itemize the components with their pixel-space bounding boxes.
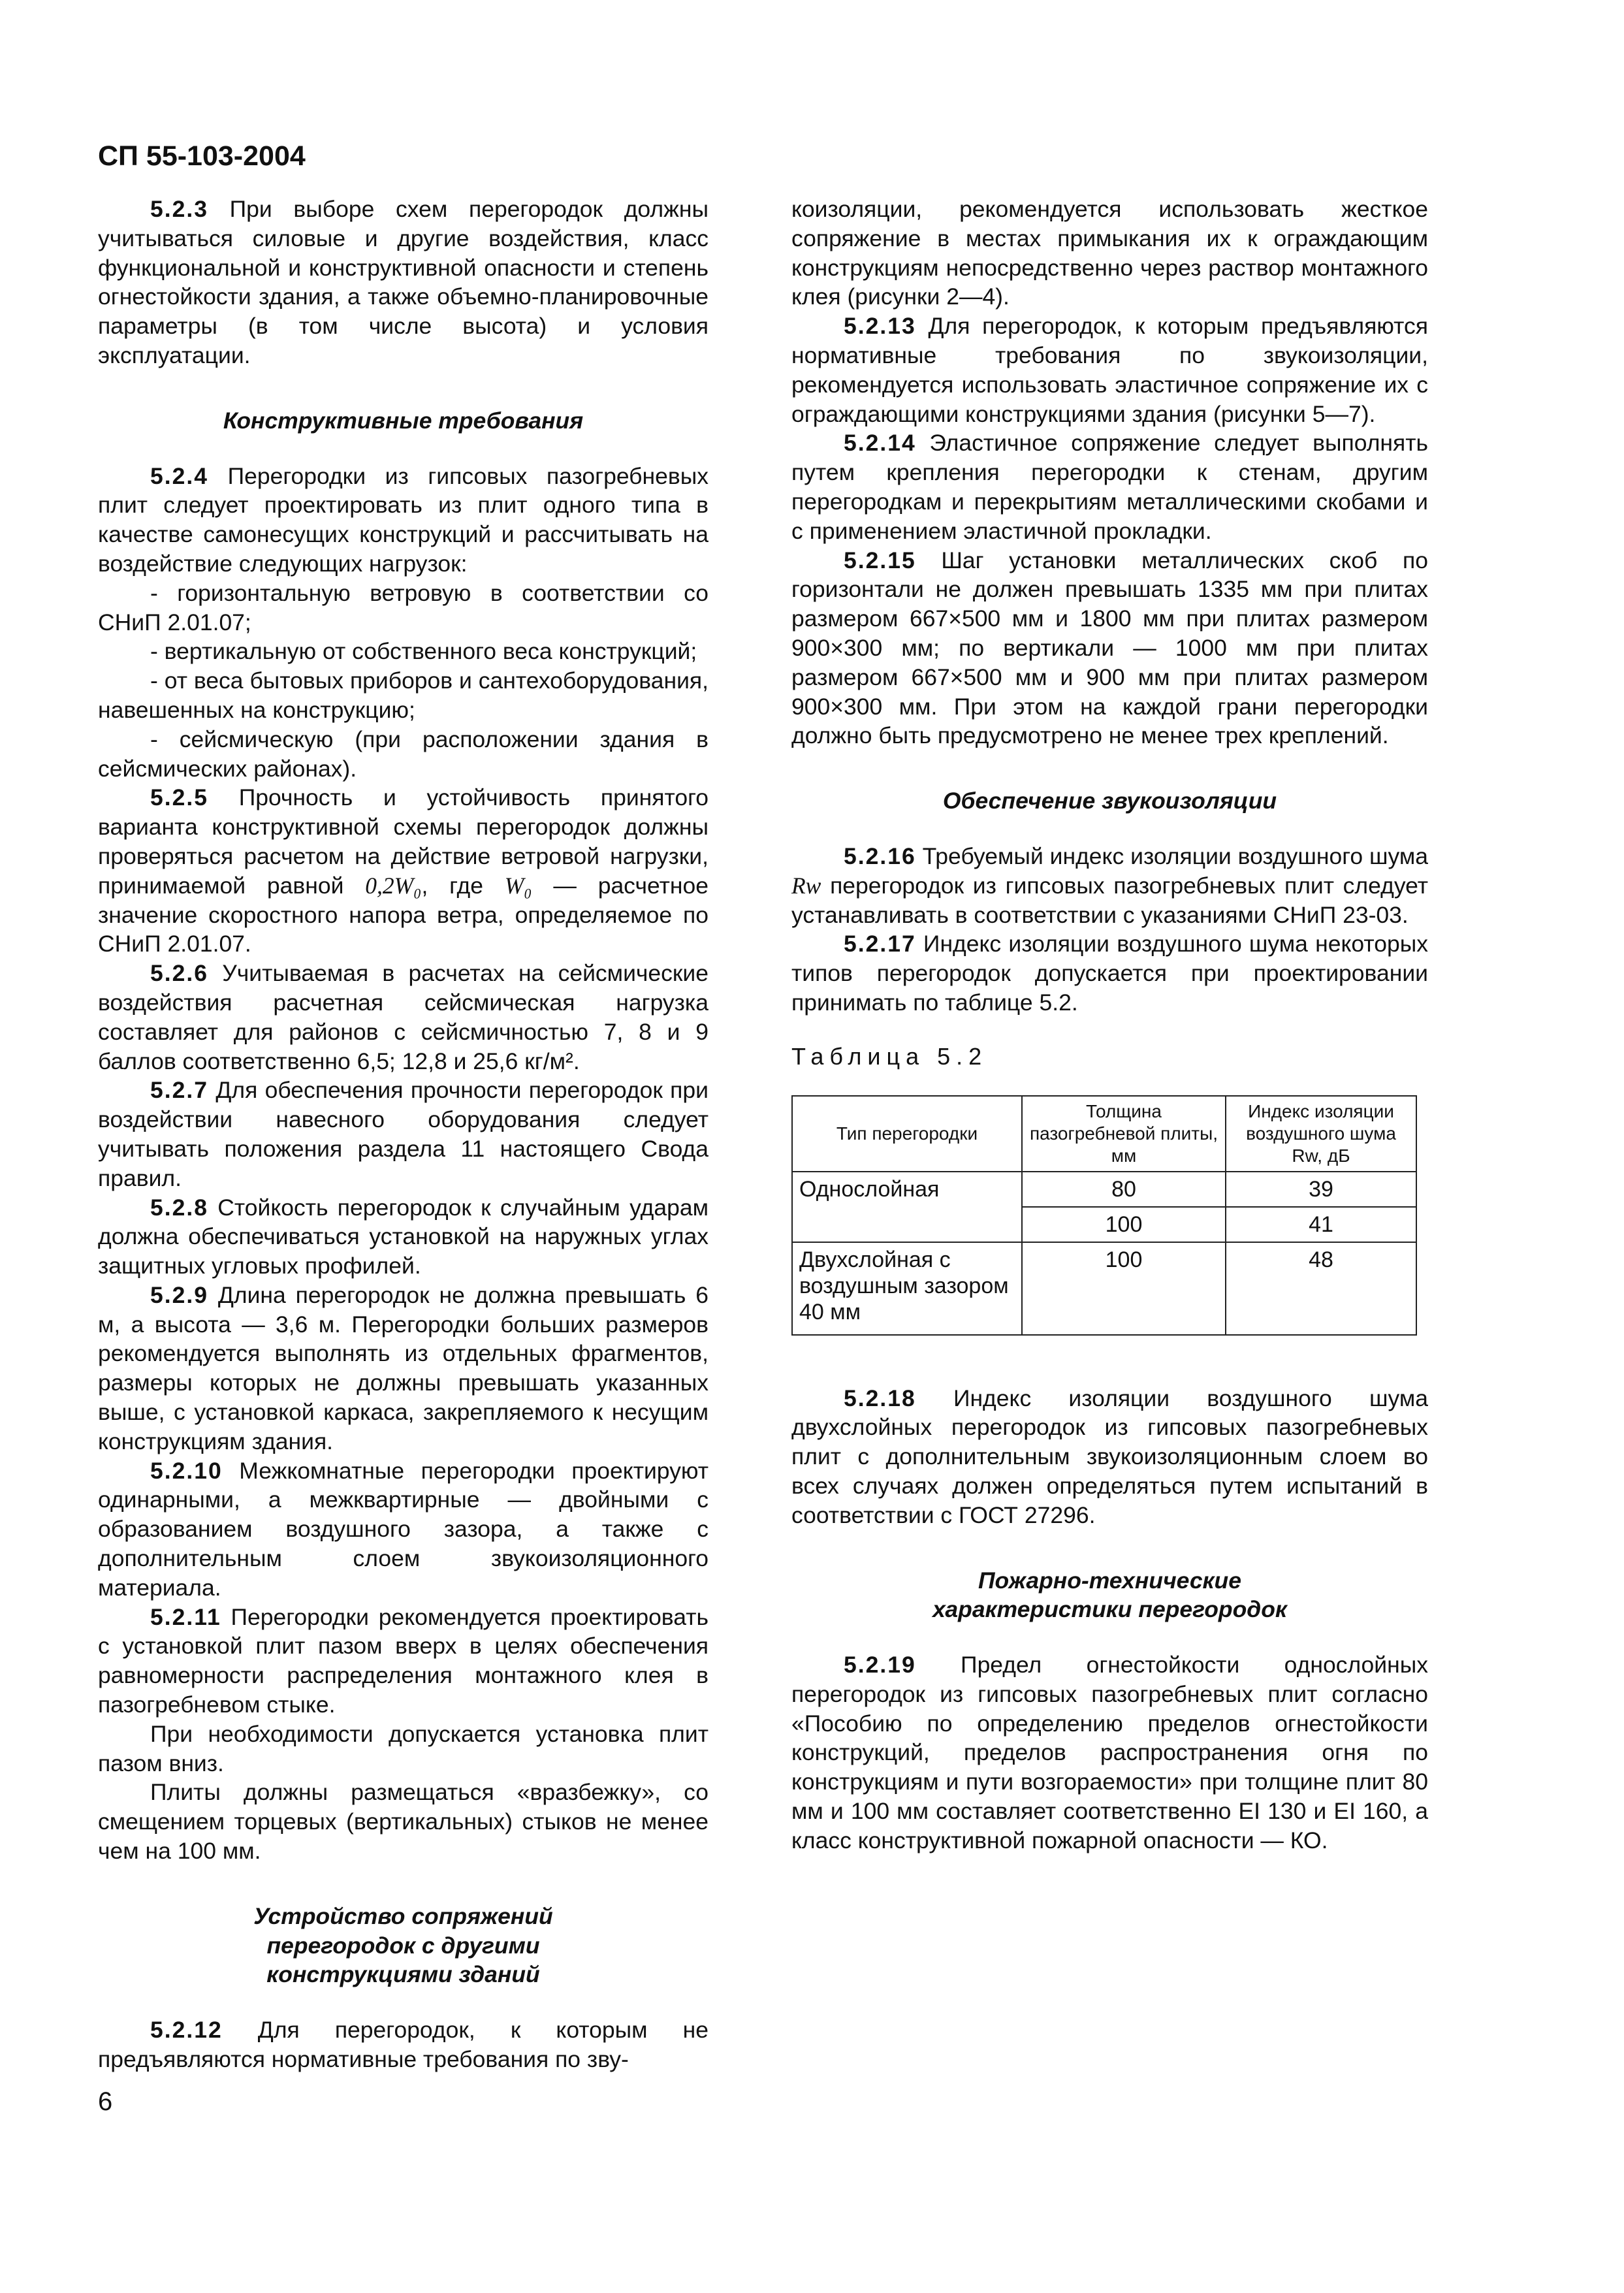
clause-text: Предел огнестойкости однослойных перегородок из гипсовых пазогребневых плит согласно «Пособию по определению пределов огнестойкости конструкций, пределов распространения огня по конструкциям и пути возгораемости» при толщине плит 80 мм и 100 мм составляет соответственно EI 130 и EI 160, а класс конструктивной пожарной опасности — КО. bbox=[791, 1652, 1428, 1853]
clause-5-2-12 bbox=[98, 2015, 709, 2074]
clause-number: 5.2.10 bbox=[150, 1457, 223, 1484]
heading-line: конструкциями зданий bbox=[266, 1961, 540, 1988]
clause-number: 5.2.15 bbox=[844, 547, 916, 573]
table-cell: 48 bbox=[1226, 1242, 1416, 1335]
section-heading-sound: Обеспечение звукоизоляции bbox=[942, 788, 1277, 814]
paragraph: Плиты должны размещаться «вразбежку», со смещением торцевых (вертикальных) стыков не менее чем на 100 мм. bbox=[98, 1779, 709, 1865]
clause-number: 5.2.11 bbox=[150, 1603, 221, 1630]
page-number: 6 bbox=[98, 2087, 113, 2116]
clause-text: Для перегородок, к которым не предъявляются нормативные требования по зву- bbox=[98, 2017, 709, 2073]
clause-text: Индекс изоляции воздушного шума некоторых типов перегородок допускается при проектировании принимать по таблице 5.2. bbox=[791, 931, 1428, 1016]
section-heading-fire bbox=[791, 1566, 1428, 1625]
clause-text: Требуемый индекс изоляции воздушного шума bbox=[922, 842, 1428, 869]
clause-5-2-9 bbox=[98, 1281, 709, 1456]
clause-number: 5.2.7 bbox=[150, 1077, 208, 1104]
clause-text: Индекс изоляции воздушного шума двухслойных перегородок из гипсовых пазогребневых плит с дополнительным звукоизоляционным слоем во всех случаях должен определяться путем испытаний в соответствии с ГОСТ 27296. bbox=[791, 1385, 1428, 1528]
table-cell: Двухслойная с воздушным зазором 40 мм bbox=[792, 1242, 1022, 1335]
clause-5-2-5 bbox=[98, 783, 709, 959]
heading-line: перегородок с другими bbox=[266, 1932, 540, 1959]
clause-number: 5.2.8 bbox=[150, 1194, 208, 1221]
list-item: - сейсмическую (при расположении здания в сейсмических районах). bbox=[98, 726, 709, 782]
clause-number: 5.2.5 bbox=[150, 784, 208, 811]
clause-number: 5.2.16 bbox=[844, 842, 916, 869]
clause-text: Стойкость перегородок к случайным ударам должна обеспечиваться установкой на наружных углах защитных угловых профилей. bbox=[98, 1194, 709, 1279]
clause-text: Учитываемая в расчетах на сейсмические воздействия расчетная сейсмическая нагрузка составляет для районов с сейсмичностью 7, 8 и 9 баллов соответственно 6,5; 12,8 и 25,6 кг/м². bbox=[98, 960, 709, 1074]
clause-text: перегородок из гипсовых пазогребневых плит следует устанавливать в соответствии с указаниями СНиП 23-03. bbox=[791, 872, 1428, 928]
clause-text: — расчетное значение скоростного напора ветра, определяемое по СНиП 2.01.07. bbox=[98, 872, 709, 957]
left-column bbox=[98, 195, 709, 2074]
table-cell: 80 bbox=[1022, 1172, 1226, 1207]
table-header-cell: Толщина пазогребневой плиты, мм bbox=[1022, 1096, 1226, 1172]
heading-line: Устройство сопряжений bbox=[253, 1902, 553, 1929]
clause-text: Для обеспечения прочности перегородок при воздействии навесного оборудования следует учитывать положения раздела 11 настоящего Свода правил. bbox=[98, 1077, 709, 1191]
clause-number: 5.2.6 bbox=[150, 960, 208, 987]
table-header-row bbox=[792, 1096, 1416, 1172]
clause-text: Прочность и устойчивость принятого варианта конструктивной схемы перегородок должны проверяться расчетом на действие ветровой нагрузки, принимаемой равной bbox=[98, 784, 709, 899]
formula-symbol: W₀ bbox=[504, 872, 532, 899]
paragraph: При необходимости допускается установка плит пазом вниз. bbox=[98, 1720, 709, 1776]
list-item: - вертикальную от собственного веса конструкций; bbox=[150, 638, 697, 665]
clause-text: Шаг установки металлических скоб по горизонтали не должен превышать 1335 мм при плитах размером 667×500 мм и 1800 мм при плитах размером 900×300 мм; по вертикали — 1000 мм при плитах размером 667×500 мм и 900 мм при плитах размером 900×300 мм. При этом на каждой грани перегородки должно быть предусмотрено не менее трех креплений. bbox=[791, 547, 1428, 749]
table-row bbox=[792, 1242, 1416, 1335]
clause-number: 5.2.3 bbox=[150, 196, 208, 222]
table-cell: 100 bbox=[1022, 1207, 1226, 1242]
document-header: СП 55-103-2004 bbox=[98, 140, 306, 172]
clause-5-2-12-continued: коизоляции, рекомендуется использовать жесткое сопряжение в местах примыкания их к ограждающим конструкциям непосредственно через раствор монтажного клея (рисунки 2—4). bbox=[791, 196, 1428, 310]
formula-symbol: Rw bbox=[791, 872, 821, 899]
clause-5-2-14 bbox=[791, 428, 1428, 545]
clause-5-2-15 bbox=[791, 546, 1428, 751]
clause-5-2-4 bbox=[98, 462, 709, 579]
clause-5-2-18 bbox=[791, 1384, 1428, 1530]
clause-5-2-13 bbox=[791, 312, 1428, 428]
clause-text: Эластичное сопряжение следует выполнять путем крепления перегородки к стенам, другим перегородкам и перекрытиям металлическими скобами и с применением эластичной прокладки. bbox=[791, 430, 1428, 544]
clause-5-2-10 bbox=[98, 1456, 709, 1603]
clause-text: , где bbox=[421, 872, 483, 899]
clause-number: 5.2.12 bbox=[150, 2017, 223, 2044]
clause-5-2-7 bbox=[98, 1076, 709, 1193]
table-cell: 100 bbox=[1022, 1242, 1226, 1335]
clause-number: 5.2.9 bbox=[150, 1281, 208, 1308]
clause-text: Перегородки из гипсовых пазогребневых плит следует проектировать из плит одного типа в качестве самонесущих конструкций и рассчитывать на воздействие следующих нагрузок: bbox=[98, 462, 709, 577]
clause-text: Длина перегородок не должна превышать 6 м, а высота — 3,6 м. Перегородки больших размеров рекомендуется выполнять из отдельных фрагментов, размеры которых не должны превышать указанных выше, с установкой каркаса, закрепляемого к несущим конструкциям здания. bbox=[98, 1281, 709, 1454]
heading-line: характеристики перегородок bbox=[932, 1596, 1287, 1623]
clause-text: Для перегородок, к которым предъявляются нормативные требования по звукоизоляции, рекомендуется использовать эластичное сопряжение их с ограждающими конструкциями здания (рисунки 5—7). bbox=[791, 313, 1428, 427]
clause-5-2-3 bbox=[98, 195, 709, 370]
table-caption: Таблица 5.2 bbox=[791, 1042, 988, 1070]
clause-5-2-11 bbox=[98, 1603, 709, 1720]
clause-5-2-8 bbox=[98, 1193, 709, 1281]
heading-line: Пожарно-технические bbox=[978, 1567, 1241, 1594]
table-cell bbox=[792, 1207, 1022, 1242]
table-cell: 41 bbox=[1226, 1207, 1416, 1242]
clause-number: 5.2.14 bbox=[844, 430, 916, 457]
table-cell: 39 bbox=[1226, 1172, 1416, 1207]
sound-insulation-table bbox=[791, 1095, 1417, 1336]
table-row bbox=[792, 1172, 1416, 1207]
list-item: - горизонтальную ветровую в соответствии со СНиП 2.01.07; bbox=[98, 579, 709, 635]
table-header-cell: Тип перегородки bbox=[792, 1096, 1022, 1172]
section-heading-constructive: Конструктивные требования bbox=[223, 407, 584, 434]
formula: 0,2W₀ bbox=[365, 872, 422, 899]
table-header-cell: Индекс изоляции воздушного шума Rw, дБ bbox=[1226, 1096, 1416, 1172]
clause-number: 5.2.4 bbox=[150, 462, 208, 489]
clause-5-2-6 bbox=[98, 959, 709, 1076]
clause-5-2-19 bbox=[791, 1650, 1428, 1855]
table-row bbox=[792, 1207, 1416, 1242]
section-heading-joints bbox=[98, 1902, 709, 1989]
right-column bbox=[791, 195, 1428, 1855]
clause-number: 5.2.13 bbox=[844, 313, 916, 340]
table-cell: Однослойная bbox=[792, 1172, 1022, 1207]
clause-text: При выборе схем перегородок должны учитываться силовые и другие воздействия, класс функциональной и конструктивной опасности и степень огнестойкости здания, а также объемно-планировочные параметры (в том числе высота) и условия эксплуатации. bbox=[98, 196, 709, 368]
clause-number: 5.2.19 bbox=[844, 1652, 916, 1678]
clause-number: 5.2.17 bbox=[844, 931, 916, 957]
clause-number: 5.2.18 bbox=[844, 1385, 916, 1411]
clause-5-2-16 bbox=[791, 842, 1428, 929]
clause-text: Межкомнатные перегородки проектируют одинарными, а межквартирные — двойными с образованием воздушного зазора, а также с дополнительным слоем звукоизоляционного материала. bbox=[98, 1457, 709, 1601]
clause-text: Перегородки рекомендуется проектировать с установкой плит пазом вверх в целях обеспечения равномерности распределения монтажного клея в пазогребневом стыке. bbox=[98, 1603, 709, 1718]
clause-5-2-17 bbox=[791, 929, 1428, 1017]
list-item: - от веса бытовых приборов и сантехоборудования, навешенных на конструкцию; bbox=[98, 667, 709, 723]
